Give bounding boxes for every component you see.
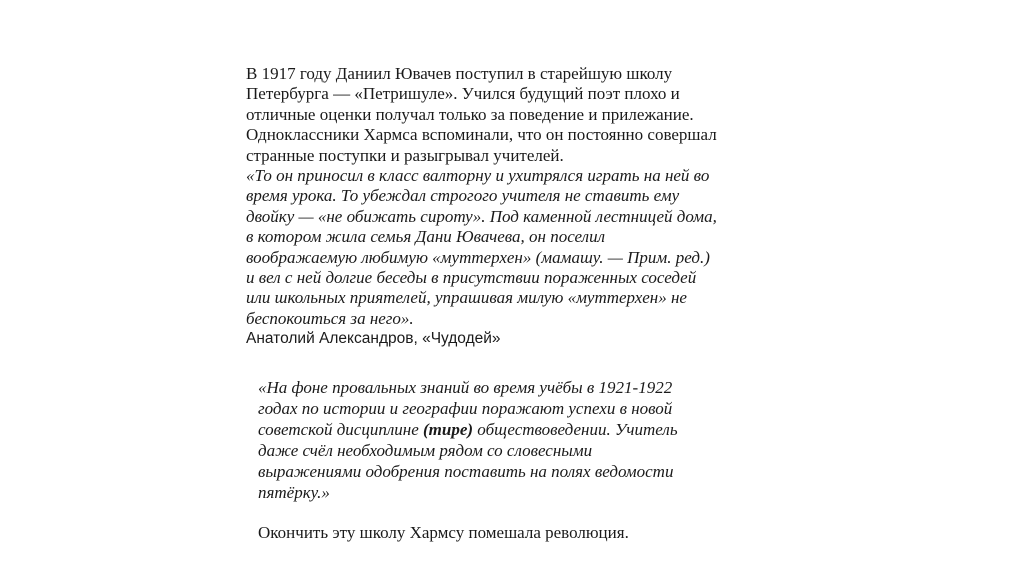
quote-line: и вел с ней долгие беседы в присутствии пораженных соседей — [246, 267, 697, 287]
spacer — [258, 503, 678, 522]
conclusion-line: Окончить эту школу Хармсу помешала революция. — [258, 523, 629, 542]
bold-term: (тире) — [423, 420, 474, 439]
quote-line: «То он приносил в класс валторну и ухитрялся играть на ней во — [246, 165, 710, 185]
quote-text: советской дисциплине — [258, 420, 423, 439]
paragraph-line: отличные оценки получал только за поведение и прилежание. — [246, 104, 694, 124]
quote-line — [258, 419, 678, 440]
quote-line: «На фоне провальных знаний во время учёбы в 1921-1922 — [258, 378, 673, 397]
paragraph-line: Петербурга — «Петришуле». Учился будущий поэт плохо и — [246, 84, 680, 104]
quote-line: выражениями одобрения поставить на полях ведомости — [258, 462, 674, 481]
paragraph-line: Одноклассники Хармса вспоминали, что он постоянно совершал — [246, 125, 717, 145]
quote-line: беспокоиться за него». — [246, 308, 414, 328]
quote-line: даже счёл необходимым рядом со словесными — [258, 441, 593, 460]
quote-line: время урока. То убеждал строгого учителя не ставить ему — [246, 186, 680, 206]
quote-line: пятёрку.» — [258, 483, 330, 502]
quote-line: годах по истории и географии поражают успехи в новой — [258, 399, 673, 418]
quote-line: в котором жила семья Дани Ювачева, он поселил — [246, 227, 605, 247]
quote-text: обществоведении. Учитель — [473, 420, 678, 439]
quote-attribution: Анатолий Александров, «Чудодей» — [246, 330, 501, 348]
quote-line: или школьных приятелей, упрашивая милую «муттерхен» не — [246, 288, 687, 308]
biography-text-block — [246, 64, 717, 349]
school-quote-block — [258, 377, 678, 543]
quote-line: воображаемую любимую «муттерхен» (мамашу. — Прим. ред.) — [246, 247, 710, 267]
quote-line: двойку — «не обижать сироту». Под каменной лестницей дома, — [246, 206, 717, 226]
paragraph-line: странные поступки и разыгрывал учителей. — [246, 145, 564, 165]
paragraph-line: В 1917 году Даниил Ювачев поступил в старейшую школу — [246, 64, 673, 83]
